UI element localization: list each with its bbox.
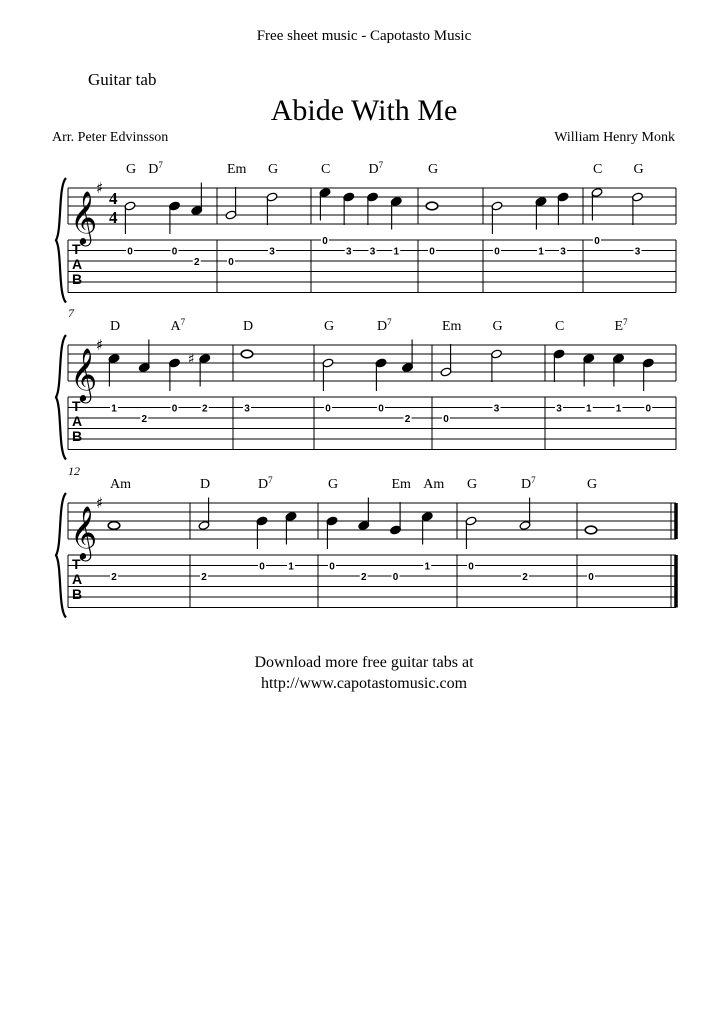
tab-fret-number: 0: [329, 561, 335, 573]
tab-clef-letter: T: [72, 556, 81, 572]
key-signature-sharp-icon: ♯: [96, 494, 104, 512]
tab-fret-number: 0: [588, 572, 594, 583]
tab-fret-number: 0: [127, 246, 133, 258]
tab-fret-number: 0: [259, 561, 265, 573]
system-brace: [56, 493, 66, 618]
tab-fret-number: 0: [594, 236, 600, 247]
tab-fret-number: 0: [429, 246, 435, 258]
tab-fret-number: 1: [111, 403, 117, 415]
chord-superscript: 7: [531, 475, 536, 485]
chord-symbol: Em: [391, 477, 411, 492]
tab-clef-letter: B: [72, 428, 83, 444]
tab-clef-letter: T: [72, 398, 81, 414]
chord-symbol: G: [428, 162, 439, 177]
footer-website-link[interactable]: http://www.capotastomusic.com: [260, 675, 468, 692]
tab-fret-number: 0: [443, 414, 449, 425]
tab-fret-number: 3: [369, 246, 376, 258]
document-subtitle: Guitar tab: [88, 70, 157, 89]
tab-clef-letter: B: [72, 586, 83, 602]
chord-symbol: Am: [110, 477, 131, 492]
tab-fret-number: 2: [201, 572, 207, 583]
chord-symbol: Am: [423, 477, 445, 492]
tab-clef-letter: A: [72, 413, 83, 429]
measure-number: 7: [68, 306, 74, 320]
tab-fret-number: 2: [111, 572, 117, 583]
accidental-sharp-icon: ♯: [187, 351, 195, 368]
tab-fret-number: 1: [538, 246, 544, 258]
chord-symbol: D: [110, 319, 121, 334]
arranger-credit: Arr. Peter Edvinsson: [52, 130, 169, 145]
chord-superscript: 7: [158, 160, 163, 170]
song-title: Abide With Me: [270, 94, 458, 127]
tab-fret-number: 1: [615, 403, 622, 415]
chord-symbol: C: [555, 319, 565, 334]
tab-fret-number: 3: [556, 403, 562, 415]
tab-clef-letter: B: [72, 271, 83, 287]
tab-fret-number: 1: [585, 403, 592, 415]
chord-symbol: $D^7$: [377, 317, 392, 334]
chord-symbol: $D^7$: [148, 160, 163, 177]
notehead: [241, 350, 253, 358]
chord-superscript: 7: [623, 317, 628, 327]
treble-clef-icon: 𝄞: [70, 505, 98, 559]
time-signature-top: 4: [109, 189, 118, 208]
treble-clef-icon: 𝄞: [70, 347, 98, 401]
notehead: [426, 202, 438, 210]
chord-symbol: Em: [227, 162, 247, 177]
tab-clef-letter: A: [72, 571, 83, 587]
treble-clef-icon: 𝄞: [70, 190, 98, 244]
notehead: [108, 522, 120, 530]
tab-fret-number: 0: [494, 246, 500, 258]
tab-fret-number: 3: [560, 246, 566, 258]
chord-symbol: C: [593, 162, 603, 177]
chord-symbol: $D^7$: [521, 475, 536, 492]
chord-symbol: G: [467, 477, 478, 492]
chord-symbol: $E^7$: [614, 317, 628, 334]
chord-symbol: G: [324, 319, 335, 334]
chord-superscript: 7: [378, 160, 384, 170]
chord-symbol: G: [268, 162, 279, 177]
system-brace: [56, 178, 66, 303]
chord-symbol: G: [587, 477, 598, 492]
time-signature-bottom: 4: [109, 208, 118, 227]
chord-symbol: $D^7$: [258, 475, 273, 492]
chord-superscript: 7: [268, 475, 273, 485]
measure-number: 12: [68, 464, 80, 478]
composer-credit: William Henry Monk: [554, 130, 675, 145]
tab-fret-number: 1: [393, 246, 400, 258]
chord-symbol: G: [633, 162, 644, 177]
tab-fret-number: 0: [228, 257, 234, 268]
tab-fret-number: 3: [345, 246, 352, 258]
tab-fret-number: 1: [288, 561, 294, 573]
tab-fret-number: 0: [645, 403, 652, 415]
tab-fret-number: 0: [468, 561, 474, 573]
chord-symbol: $A^7$: [170, 317, 186, 334]
chord-symbol: D: [200, 477, 211, 492]
tab-clef-letter: A: [72, 256, 83, 272]
tab-fret-number: 0: [325, 403, 331, 415]
tab-fret-number: 0: [322, 236, 328, 247]
tab-fret-number: 2: [193, 257, 200, 268]
chord-superscript: 7: [180, 317, 186, 327]
chord-symbol: G: [328, 477, 339, 492]
site-header-text: Free sheet music - Capotasto Music: [256, 28, 472, 44]
tab-fret-number: 0: [171, 246, 178, 258]
tab-fret-number: 2: [201, 403, 208, 415]
tab-fret-number: 2: [404, 414, 411, 425]
chord-symbol: G: [492, 319, 503, 334]
footer-download-text: Download more free guitar tabs at: [254, 654, 474, 671]
tab-fret-number: 3: [244, 403, 250, 415]
key-signature-sharp-icon: ♯: [96, 336, 104, 354]
tab-fret-number: 3: [493, 403, 500, 415]
tab-clef-letter: T: [72, 241, 81, 257]
chord-symbol: D: [243, 319, 254, 334]
key-signature-sharp-icon: ♯: [96, 179, 104, 197]
tab-fret-number: 0: [171, 403, 178, 415]
tab-fret-number: 2: [522, 572, 528, 583]
system-brace: [56, 335, 66, 460]
tab-fret-number: 0: [392, 572, 399, 583]
tab-fret-number: 1: [424, 561, 431, 573]
chord-symbol: C: [321, 162, 331, 177]
chord-symbol: G: [126, 162, 137, 177]
chord-superscript: 7: [387, 317, 392, 327]
notehead: [585, 526, 597, 534]
tab-fret-number: 2: [141, 414, 148, 425]
tab-fret-number: 0: [378, 403, 384, 415]
tab-fret-number: 3: [269, 246, 275, 258]
tab-fret-number: 3: [634, 246, 641, 258]
chord-symbol: $D^7$: [368, 160, 384, 177]
tab-fret-number: 2: [360, 572, 367, 583]
chord-symbol: Em: [442, 319, 462, 334]
